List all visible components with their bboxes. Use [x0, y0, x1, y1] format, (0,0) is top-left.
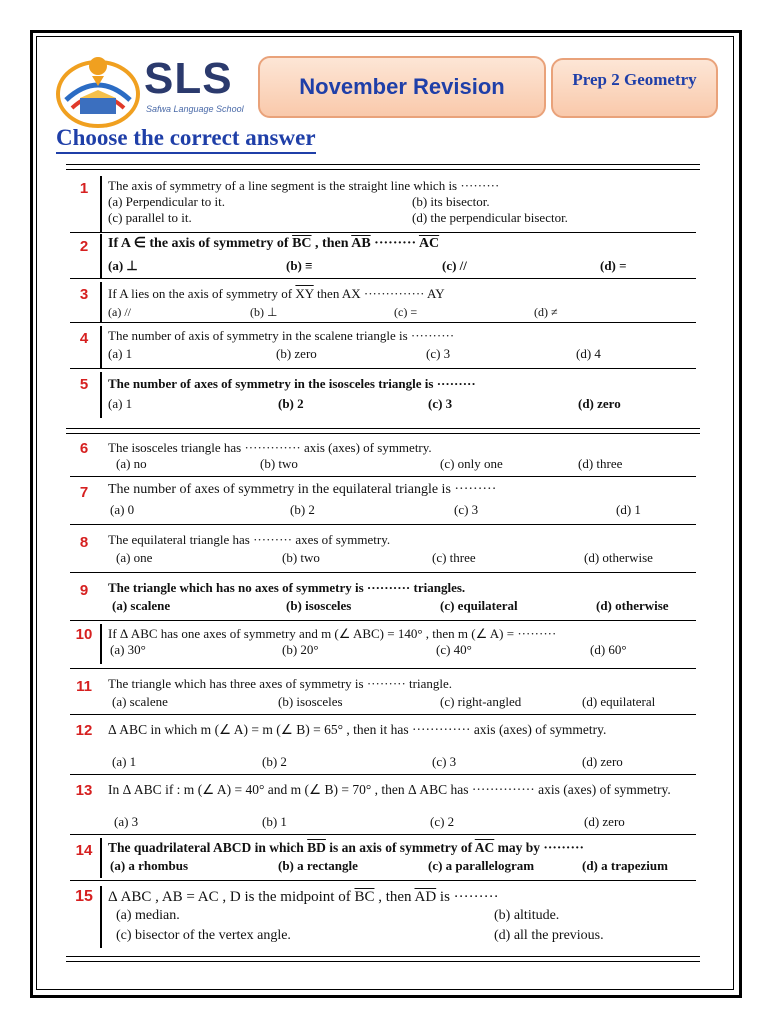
question-number: 10: [75, 626, 93, 643]
element-of-symbol: ∈: [133, 236, 146, 251]
question-3: [70, 282, 696, 322]
question-number: 7: [79, 484, 89, 501]
question-6: [70, 436, 696, 474]
segment-xy: $\overline{XY}$: [295, 286, 314, 301]
question-number: 15: [75, 888, 93, 905]
option-d[interactable]: (d) zero: [584, 814, 625, 829]
divider: [70, 278, 696, 279]
option-a[interactable]: (a) scalene: [112, 694, 168, 709]
option-c[interactable]: (c) right-angled: [440, 694, 522, 709]
question-15: [70, 886, 696, 948]
question-stem: The triangle which has no axes of symmetry is ·········· triangles.: [108, 580, 466, 595]
divider: [66, 956, 700, 962]
option-c[interactable]: (c) 3: [454, 502, 479, 517]
question-bar: [100, 838, 102, 878]
option-d[interactable]: (d) zero: [578, 396, 621, 411]
option-a[interactable]: (a) 30°: [110, 642, 146, 657]
divider: [70, 774, 696, 775]
option-a[interactable]: (a) 1: [108, 396, 133, 411]
question-stem: [108, 286, 696, 302]
option-d[interactable]: (d) ≠: [534, 305, 558, 319]
question-5: [70, 372, 696, 418]
option-c[interactable]: (c) 3: [426, 346, 451, 361]
question-stem: [108, 888, 696, 906]
question-number: 8: [79, 534, 89, 551]
option-a[interactable]: (a) Perpendicular to it.: [108, 194, 225, 209]
question-9: [70, 578, 696, 618]
option-a[interactable]: (a) one: [116, 550, 153, 565]
divider: [70, 476, 696, 477]
question-bar: [100, 624, 102, 664]
question-14: [70, 838, 696, 878]
question-number: 5: [79, 376, 89, 393]
option-c[interactable]: (c) a parallelogram: [428, 858, 535, 873]
question-stem: The number of axes of symmetry in the equilateral triangle is ·········: [108, 482, 497, 497]
stem-text: the axis of symmetry of: [149, 236, 289, 251]
divider: [70, 524, 696, 525]
question-number: 4: [79, 330, 89, 347]
question-number: 12: [75, 722, 93, 739]
question-bar: [100, 372, 102, 418]
stem-text: is an axis of symmetry of: [329, 840, 473, 855]
segment-bc: $\overline{BC}$: [292, 236, 312, 251]
school-logo: [54, 50, 254, 130]
option-b[interactable]: (b) two: [260, 456, 298, 471]
segment-ab: $\overline{AB}$: [351, 236, 371, 251]
question-2: [70, 234, 696, 278]
question-bar: [100, 234, 102, 278]
question-stem: [108, 236, 696, 252]
question-10: [70, 624, 696, 664]
option-d[interactable]: (d) equilateral: [582, 694, 656, 709]
option-d[interactable]: (d) =: [600, 258, 627, 273]
section-heading: Choose the correct answer: [56, 124, 316, 154]
option-b[interactable]: (b) a rectangle: [278, 858, 358, 873]
stem-text: Δ ABC , AB = AC , D is the midpoint of: [108, 889, 351, 905]
question-1: [70, 176, 696, 232]
question-bar: [100, 282, 102, 322]
option-d[interactable]: (d) 60°: [590, 642, 627, 657]
option-d[interactable]: (d) otherwise: [584, 550, 653, 565]
option-c[interactable]: (c) equilateral: [440, 598, 518, 613]
question-stem: In Δ ABC if : m (∠ A) = 40° and m (∠ B) = 70° , then Δ ABC has ·············· axis (axes) of symmetry.: [108, 782, 671, 797]
option-a[interactable]: (a) 1: [112, 754, 137, 769]
segment-bc: $\overline{BC}$: [354, 889, 375, 905]
segment-ac: $\overline{AC}$: [418, 236, 440, 251]
question-12: [70, 720, 696, 772]
option-d[interactable]: (d) a trapezium: [582, 858, 668, 873]
stem-text: is ·········: [439, 889, 499, 905]
subject-box: [551, 58, 718, 118]
stem-text: , then: [315, 236, 349, 251]
divider: [70, 572, 696, 573]
divider: [70, 232, 696, 233]
option-c[interactable]: (c) //: [442, 258, 467, 273]
question-number: 13: [75, 782, 93, 799]
option-b[interactable]: (b) isosceles: [278, 694, 343, 709]
option-b[interactable]: (b) 2: [290, 502, 315, 517]
question-13: [70, 780, 696, 832]
option-d[interactable]: (d) 4: [576, 346, 601, 361]
page-title: November Revision: [299, 74, 505, 99]
option-d[interactable]: (d) 1: [616, 502, 641, 517]
option-c[interactable]: (c) only one: [440, 456, 503, 471]
question-number: 11: [76, 678, 92, 695]
logo-text: SLS: [144, 54, 233, 103]
logo-emblem-icon: [54, 50, 144, 130]
question-stem: The axis of symmetry of a line segment is the straight line which is ·········: [108, 178, 500, 193]
option-a[interactable]: (a) ⊥: [108, 258, 138, 273]
stem-text: may by ·········: [497, 840, 584, 855]
option-d[interactable]: (d) zero: [582, 754, 623, 769]
option-c[interactable]: (c) bisector of the vertex angle.: [116, 928, 291, 943]
question-number: 3: [79, 286, 89, 303]
option-b[interactable]: (b) altitude.: [494, 908, 560, 923]
question-bar: [100, 176, 102, 232]
option-b[interactable]: (b) 2: [278, 396, 304, 411]
divider: [66, 164, 700, 170]
question-stem: The equilateral triangle has ········· axes of symmetry.: [108, 532, 391, 547]
question-number: 9: [79, 582, 89, 599]
question-stem: The number of axis of symmetry in the scalene triangle is ··········: [108, 328, 455, 343]
option-c[interactable]: (c) 3: [432, 754, 457, 769]
question-bar: [100, 326, 102, 368]
option-a[interactable]: (a) median.: [116, 908, 180, 923]
stem-text: If A: [108, 236, 131, 251]
question-bar: [100, 886, 102, 948]
divider: [70, 880, 696, 881]
divider: [70, 714, 696, 715]
option-d[interactable]: (d) three: [578, 456, 623, 471]
option-a[interactable]: (a) no: [116, 456, 147, 471]
option-c[interactable]: (c) =: [394, 305, 418, 319]
divider: [66, 428, 700, 434]
option-c[interactable]: (c) 40°: [436, 642, 472, 657]
option-d[interactable]: (d) all the previous.: [494, 928, 604, 943]
option-b[interactable]: (b) zero: [276, 346, 317, 361]
question-stem: The isosceles triangle has ············· axis (axes) of symmetry.: [108, 440, 432, 455]
option-b[interactable]: (b) isosceles: [286, 598, 352, 613]
option-a[interactable]: (a) 0: [110, 502, 135, 517]
question-stem: The triangle which has three axes of symmetry is ········· triangle.: [108, 676, 453, 691]
option-a[interactable]: (a) 3: [114, 814, 139, 829]
question-11: [70, 674, 696, 712]
question-stem: If Δ ABC has one axes of symmetry and m (∠ ABC) = 140° , then m (∠ A) = ·········: [108, 626, 557, 641]
question-number: 14: [75, 842, 93, 859]
segment-ac: $\overline{AC}$: [474, 840, 495, 855]
option-b[interactable]: (b) 2: [262, 754, 287, 769]
question-stem: Δ ABC in which m (∠ A) = m (∠ B) = 65° , then it has ············· axis (axes) of symmetry.: [108, 722, 607, 737]
question-number: 1: [79, 180, 89, 197]
blank-dots: ·········: [374, 236, 417, 251]
divider: [70, 834, 696, 835]
question-7: [70, 480, 696, 524]
option-b[interactable]: (b) 1: [262, 814, 287, 829]
stem-text: The quadrilateral ABCD in which: [108, 840, 304, 855]
question-number: 6: [79, 440, 89, 457]
option-b[interactable]: (b) ≡: [286, 258, 313, 273]
question-8: [70, 530, 696, 570]
option-c[interactable]: (c) three: [432, 550, 476, 565]
option-d[interactable]: (d) the perpendicular bisector.: [412, 210, 568, 225]
question-stem: [108, 840, 696, 856]
divider: [70, 322, 696, 323]
option-b[interactable]: (b) 20°: [282, 642, 319, 657]
segment-bd: $\overline{BD}$: [307, 840, 326, 855]
question-number: 2: [79, 238, 89, 255]
stem-text: If A lies on the axis of symmetry of: [108, 286, 293, 301]
question-4: [70, 326, 696, 368]
option-d[interactable]: (d) otherwise: [596, 598, 669, 613]
logo-subtitle: Safwa Language School: [146, 104, 244, 114]
option-b[interactable]: (b) its bisector.: [412, 194, 490, 209]
option-b[interactable]: (b) ⊥: [250, 305, 278, 319]
divider: [70, 368, 696, 369]
subject-label: Prep 2 Geometry: [572, 70, 697, 89]
title-box: [258, 56, 546, 118]
stem-text: then AX ·············· AY: [316, 286, 445, 301]
option-a[interactable]: (a) scalene: [112, 598, 171, 613]
divider: [70, 668, 696, 669]
option-c[interactable]: (c) parallel to it.: [108, 210, 192, 225]
question-stem: The number of axes of symmetry in the isosceles triangle is ·········: [108, 376, 476, 391]
option-c[interactable]: (c) 3: [428, 396, 453, 411]
option-a[interactable]: (a) 1: [108, 346, 133, 361]
option-a[interactable]: (a) //: [108, 305, 131, 319]
option-c[interactable]: (c) 2: [430, 814, 455, 829]
segment-ad: $\overline{AD}$: [414, 889, 437, 905]
option-b[interactable]: (b) two: [282, 550, 320, 565]
option-a[interactable]: (a) a rhombus: [110, 858, 189, 873]
stem-text: , then: [378, 889, 412, 905]
divider: [70, 620, 696, 621]
